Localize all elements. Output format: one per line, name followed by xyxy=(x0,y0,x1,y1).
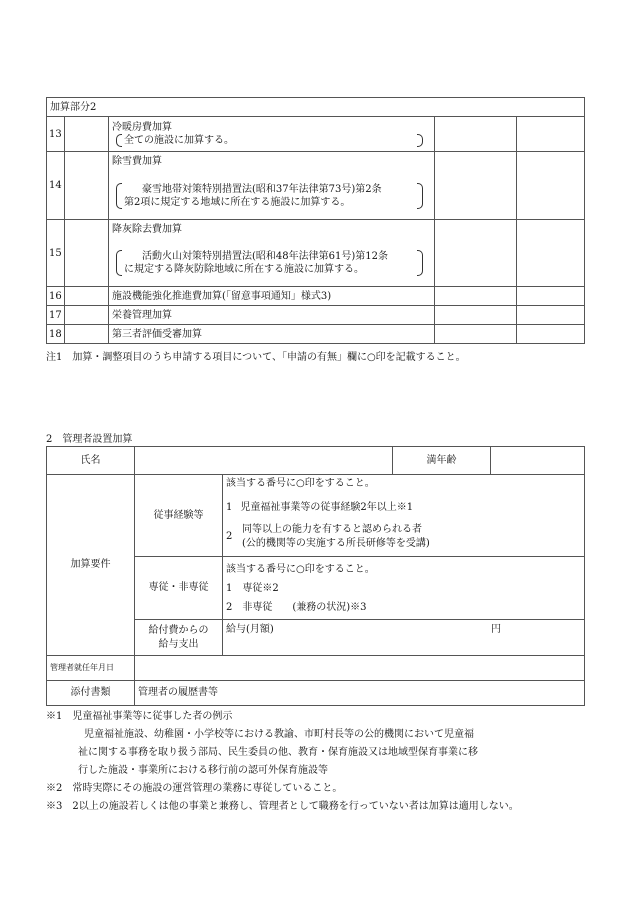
row-number: 17 xyxy=(47,306,65,325)
item-cell xyxy=(109,117,435,152)
attachment-label: 添付書類 xyxy=(47,681,135,706)
requirements-label: 加算要件 xyxy=(47,475,135,656)
row-number: 16 xyxy=(47,287,65,306)
table-row xyxy=(47,287,585,306)
item-cell xyxy=(109,152,435,220)
apply-cell[interactable] xyxy=(435,220,517,287)
empty-cell xyxy=(65,152,109,220)
empty-cell xyxy=(65,306,109,325)
experience-label: 従事経験等 xyxy=(135,475,223,557)
surcharge-table xyxy=(46,97,585,344)
item-title: 第三者評価受審加算 xyxy=(109,325,435,344)
row-number: 15 xyxy=(47,220,65,287)
table-row xyxy=(47,117,585,152)
age-label: 満年齢 xyxy=(393,447,491,475)
name-field[interactable] xyxy=(135,447,393,475)
start-date-field[interactable] xyxy=(135,656,585,681)
empty-cell xyxy=(65,287,109,306)
remarks-cell[interactable] xyxy=(517,287,585,306)
experience-option-2[interactable]: 2 同等以上の能力を有すると認められる者 (公的機関等の実施する所長研修等を受講) xyxy=(226,524,430,549)
salary-text: 給与(月額) xyxy=(226,624,274,635)
dedicated-option-2[interactable]: 2 非専従 (兼務の状況)※3 xyxy=(226,602,367,613)
experience-option-1[interactable]: 1 児童福祉事業等の従事経験2年以上※1 xyxy=(226,502,414,513)
item-description: 活動火山対策特別措置法(昭和48年法律第61号)第12条 に規定する降灰防除地域に所在する施設に加算する。 xyxy=(116,250,423,276)
table-row xyxy=(47,325,585,344)
remarks-cell[interactable] xyxy=(517,220,585,287)
dedicated-instruction: 該当する番号に○印をすること。 xyxy=(226,564,375,575)
remarks-cell[interactable] xyxy=(517,325,585,344)
row-number: 14 xyxy=(47,152,65,220)
note-item: ※2 常時実際にその施設の運営管理の業務に専従していること。 xyxy=(46,783,343,794)
name-label: 氏名 xyxy=(47,447,135,475)
note-item: 児童福祉施設、幼稚園・小学校等における教諭、市町村長等の公的機関において児童福 xyxy=(84,729,474,740)
table-row xyxy=(47,220,585,287)
item-title: 栄養管理加算 xyxy=(109,306,435,325)
age-field[interactable] xyxy=(491,447,585,475)
item-description: 豪雪地帯対策特別措置法(昭和37年法律第73号)第2条 第2項に規定する地域に所在する施設に加算する。 xyxy=(116,183,423,209)
remarks-cell[interactable] xyxy=(517,152,585,220)
note-item: 祉に関する事務を取り扱う部局、民生委員の他、教育・保育施設又は地域型保育事業に移 xyxy=(78,747,478,758)
apply-cell[interactable] xyxy=(435,325,517,344)
yen-unit: 円 xyxy=(491,624,501,635)
experience-instruction: 該当する番号に○印をすること。 xyxy=(226,478,375,489)
item-title: 除雪費加算 xyxy=(112,156,162,167)
remarks-cell[interactable] xyxy=(517,117,585,152)
start-date-label: 管理者就任年月日 xyxy=(47,656,135,681)
empty-cell xyxy=(65,325,109,344)
apply-cell[interactable] xyxy=(435,306,517,325)
item-description: 全ての施設に加算する。 xyxy=(116,134,423,147)
notes-section xyxy=(46,708,606,816)
row-number: 13 xyxy=(47,117,65,152)
apply-cell[interactable] xyxy=(435,117,517,152)
attachment-value: 管理者の履歴書等 xyxy=(135,681,585,706)
table-row xyxy=(47,152,585,220)
item-title: 降灰除去費加算 xyxy=(112,224,182,235)
salary-label: 給付費からの 給与支出 xyxy=(135,620,223,656)
experience-options xyxy=(223,475,585,557)
item-title: 冷暖房費加算 xyxy=(112,122,172,133)
salary-field[interactable] xyxy=(223,620,585,656)
table-row xyxy=(47,306,585,325)
note-item: 行した施設・事業所における移行前の認可外保育施設等 xyxy=(78,765,328,776)
apply-cell[interactable] xyxy=(435,152,517,220)
item-title: 施設機能強化推進費加算(「留意事項通知」様式3) xyxy=(109,287,435,306)
empty-cell xyxy=(65,220,109,287)
dedicated-options xyxy=(223,557,585,620)
note-1: 注1 加算・調整項目のうち申請する項目について、「申請の有無」欄に○印を記載すること。 xyxy=(46,352,466,363)
remarks-cell[interactable] xyxy=(517,306,585,325)
empty-cell xyxy=(65,117,109,152)
row-number: 18 xyxy=(47,325,65,344)
dedicated-label: 専従・非専従 xyxy=(135,557,223,620)
manager-table xyxy=(46,446,585,706)
item-cell xyxy=(109,220,435,287)
note-item: ※1 児童福祉事業等に従事した者の例示 xyxy=(46,711,233,722)
dedicated-option-1[interactable]: 1 専従※2 xyxy=(226,583,279,594)
section-title: 2 管理者設置加算 xyxy=(46,434,133,445)
note-item: ※3 2以上の施設若しくは他の事業と兼務し、管理者として職務を行っていない者は加算は適用しない。 xyxy=(46,801,519,812)
apply-cell[interactable] xyxy=(435,287,517,306)
section-header: 加算部分2 xyxy=(47,98,585,117)
